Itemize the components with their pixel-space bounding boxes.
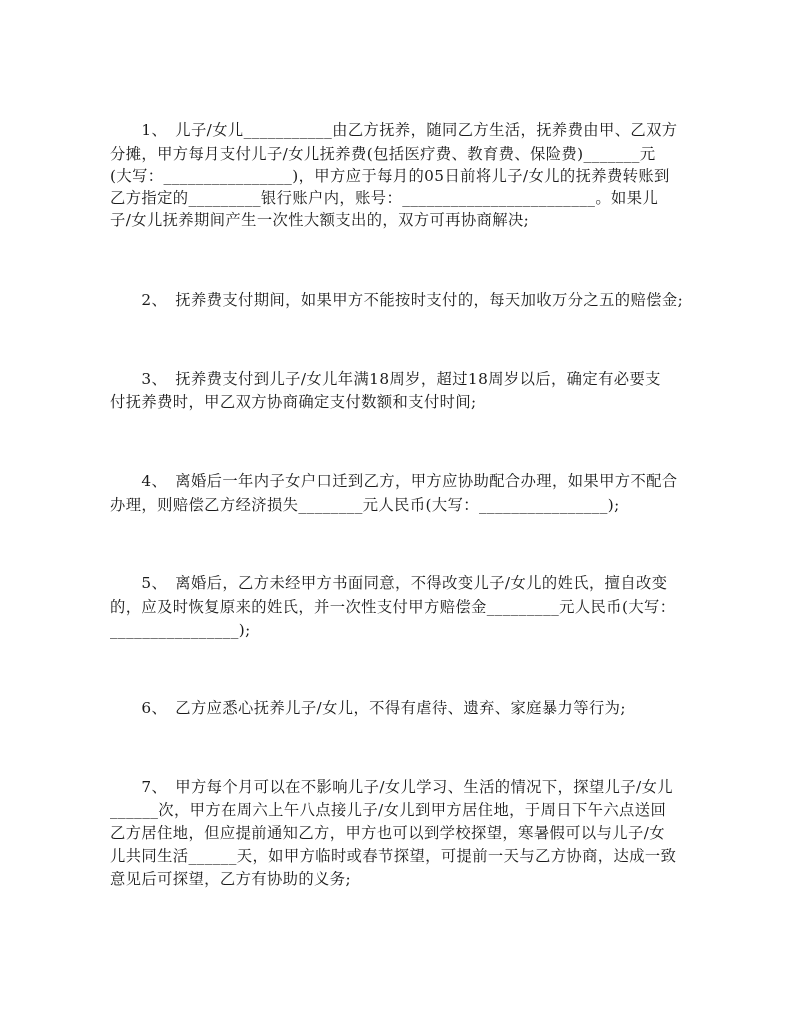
clause-line: ________________); xyxy=(110,621,251,639)
clause-line: 子/女儿抚养期间产生一次性大额支出的，双方可再协商解决; xyxy=(110,211,530,229)
clause-line: ______次，甲方在周六上午八点接儿子/女儿到甲方居住地，于周日下午六点送回 xyxy=(110,801,667,819)
clause-line: 意见后可探望，乙方有协助的义务; xyxy=(110,870,352,888)
clause-line: 4、 离婚后一年内子女户口迁到乙方，甲方应协助配合办理，如果甲方不配合 xyxy=(110,472,678,490)
clause-line: 乙方居住地，但应提前通知乙方，甲方也可以到学校探望，寒暑假可以与儿子/女 xyxy=(110,824,665,842)
clause-line: 6、 乙方应悉心抚养儿子/女儿，不得有虐待、遗弃、家庭暴力等行为; xyxy=(110,699,626,717)
clause-line: 办理，则赔偿乙方经济损失________元人民币(大写：________________); xyxy=(110,496,620,514)
clause-line: 7、 甲方每个月可以在不影响儿子/女儿学习、生活的情况下，探望儿子/女儿 xyxy=(110,778,673,796)
clause-line: 3、 抚养费支付到儿子/女儿年满18周岁，超过18周岁以后，确定有必要支 xyxy=(110,370,661,388)
clause-line: 乙方指定的_________银行账户内，账号：________________________。如果儿 xyxy=(110,189,659,207)
clause-line: 2、 抚养费支付期间，如果甲方不能按时支付的，每天加收万分之五的赔偿金; xyxy=(110,291,684,309)
clause-line: 付抚养费时，甲乙双方协商确定支付数额和支付时间; xyxy=(110,393,477,411)
clause-line: 5、 离婚后，乙方未经甲方书面同意，不得改变儿子/女儿的姓氏，擅自改变 xyxy=(110,574,668,592)
clause-line: 儿共同生活______天，如甲方临时或春节探望，可提前一天与乙方协商，达成一致 xyxy=(110,847,677,865)
clause-line: 分摊，甲方每月支付儿子/女儿抚养费(包括医疗费、教育费、保险费)_______元 xyxy=(110,145,656,163)
clause-line: 1、 儿子/女儿___________由乙方抚养，随同乙方生活，抚养费由甲、乙双方 xyxy=(110,121,678,139)
clause-line: 的，应及时恢复原来的姓氏，并一次性支付甲方赔偿金_________元人民币(大写： xyxy=(110,598,676,616)
clause-line: (大写：________________)，甲方应于每月的05日前将儿子/女儿的抚养费转账到 xyxy=(110,167,670,185)
